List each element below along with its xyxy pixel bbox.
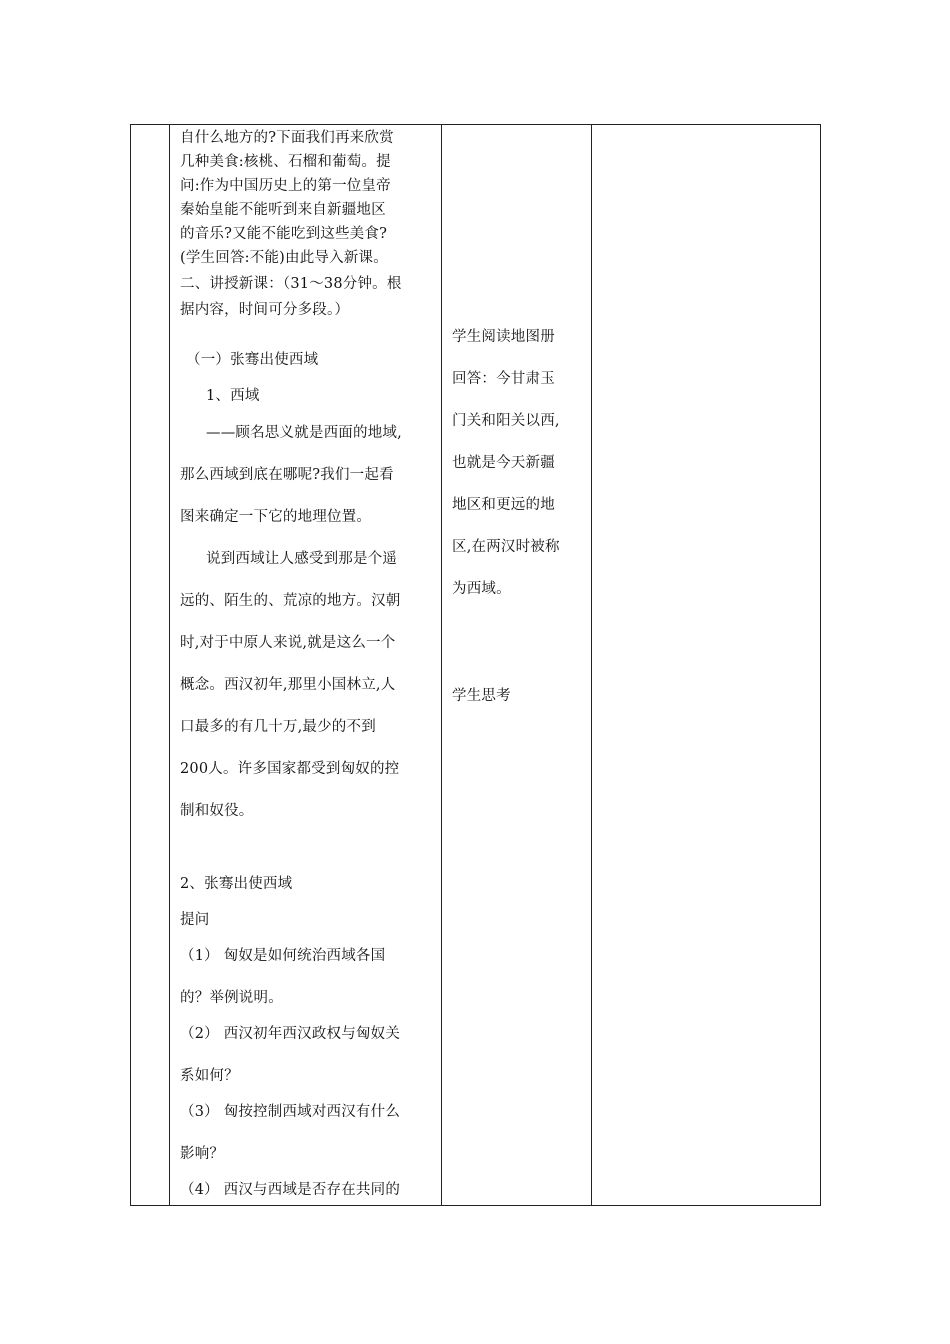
text-line: 二、讲授新课：（31～38分钟。根 bbox=[180, 276, 402, 292]
text-line: ——顾名思义就是西面的地域, bbox=[206, 425, 402, 441]
text-line: 学生阅读地图册 bbox=[452, 329, 555, 345]
text-line: 时,对于中原人来说,就是这么一个 bbox=[180, 635, 396, 651]
text-line: 系如何？ bbox=[180, 1068, 239, 1084]
subsection-heading: 2、张骞出使西域 bbox=[180, 876, 293, 892]
text-line: (学生回答:不能)由此导入新课。 bbox=[180, 250, 388, 266]
question-item: （2） 西汉初年西汉政权与匈奴关 bbox=[180, 1026, 401, 1042]
text-line: 也就是今天新疆 bbox=[452, 455, 555, 471]
text-line: 口最多的有几十万,最少的不到 bbox=[180, 719, 376, 735]
text-line: 据内容，时间可分多段。） bbox=[180, 302, 350, 318]
text-line: 影响？ bbox=[180, 1146, 225, 1162]
text-line: 提问 bbox=[180, 912, 210, 928]
text-line: 图来确定一下它的地理位置。 bbox=[180, 509, 372, 525]
text-line: 远的、陌生的、荒凉的地方。汉朝 bbox=[180, 593, 401, 609]
text-line: 制和奴役。 bbox=[180, 803, 254, 819]
text-line: 自什么地方的?下面我们再来欣赏 bbox=[180, 130, 394, 146]
text-line: 几种美食:核桃、石榴和葡萄。提 bbox=[180, 154, 391, 170]
text-line: 秦始皇能不能听到来自新疆地区 bbox=[180, 202, 386, 218]
text-line: 问:作为中国历史上的第一位皇帝 bbox=[180, 178, 391, 194]
text-line: 门关和阳关以西, bbox=[452, 413, 560, 429]
column-divider-1 bbox=[169, 124, 170, 1206]
section-heading: （一）张骞出使西域 bbox=[186, 352, 319, 368]
column-divider-2 bbox=[441, 124, 442, 1206]
text-line: 那么西域到底在哪呢?我们一起看 bbox=[180, 467, 394, 483]
question-item: （3） 匈按控制西域对西汉有什么 bbox=[180, 1104, 401, 1120]
text-line: 回答：今甘肃玉 bbox=[452, 371, 555, 387]
text-line: 概念。西汉初年,那里小国林立,人 bbox=[180, 677, 396, 693]
text-line: 为西域。 bbox=[452, 581, 511, 597]
question-item: （1） 匈奴是如何统治西域各国 bbox=[180, 948, 386, 964]
subsection-heading: 1、西域 bbox=[206, 388, 260, 404]
column-divider-3 bbox=[591, 124, 592, 1206]
text-line: 200人。许多国家都受到匈奴的控 bbox=[180, 761, 400, 777]
text-line: 区,在两汉时被称 bbox=[452, 539, 560, 555]
question-item: （4） 西汉与西域是否存在共同的 bbox=[180, 1182, 401, 1198]
text-line: 说到西域让人感受到那是个遥 bbox=[206, 551, 398, 567]
text-line: 学生思考 bbox=[452, 688, 511, 704]
text-line: 地区和更远的地 bbox=[452, 497, 555, 513]
text-line: 的？举例说明。 bbox=[180, 990, 283, 1006]
text-line: 的音乐?又能不能吃到这些美食? bbox=[180, 226, 388, 242]
